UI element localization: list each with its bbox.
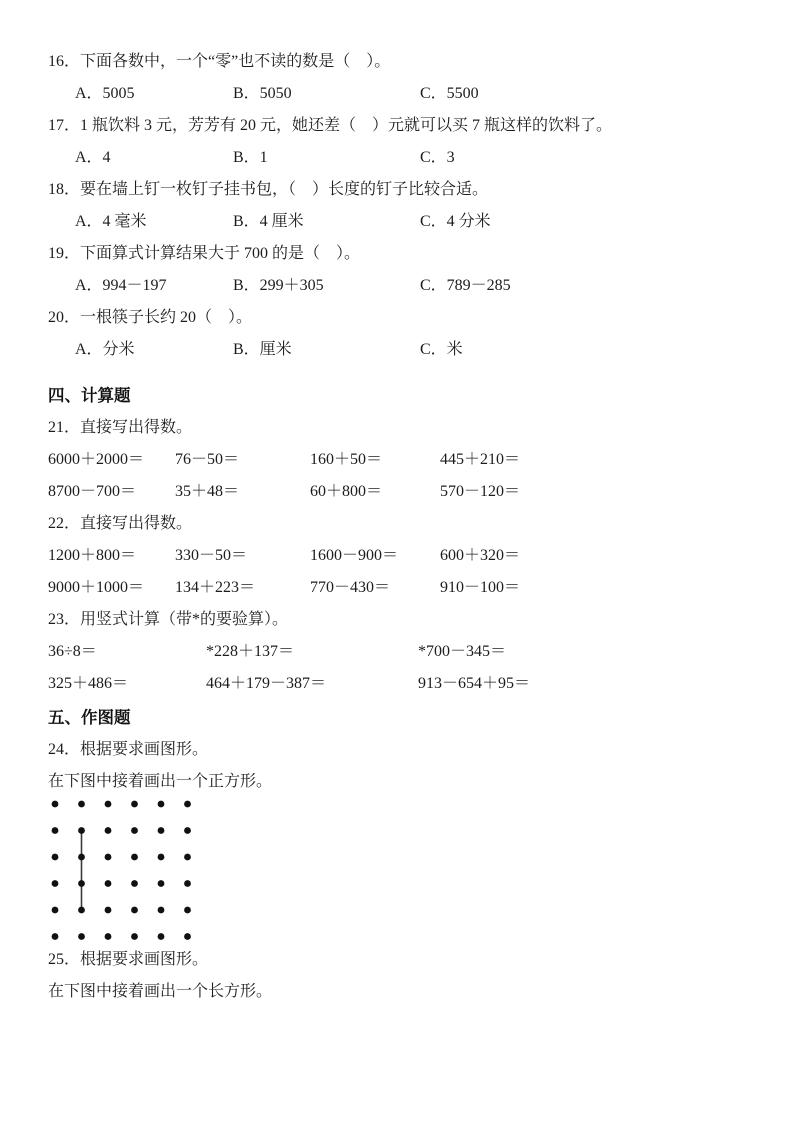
option-a: A．5005 xyxy=(75,85,135,102)
question-21-row-1 xyxy=(48,444,745,476)
calc-expression: 6000＋2000＝ xyxy=(48,451,145,468)
dot-grid-area xyxy=(48,798,745,944)
question-24: 24．根据要求画图形。 xyxy=(48,741,209,758)
calc-expression: 445＋210＝ xyxy=(440,451,521,468)
question-20: 20．一根筷子长约 20（ ）。 xyxy=(48,309,253,326)
option-c: C．4 分米 xyxy=(420,213,491,230)
calc-expression: 76－50＝ xyxy=(175,451,240,468)
section-heading-drawing: 五、作图题 xyxy=(48,709,131,727)
dot-grid xyxy=(48,798,223,944)
question-18: 18．要在墙上钉一枚钉子挂书包，（ ）长度的钉子比较合适。 xyxy=(48,181,489,198)
calc-expression: 1200＋800＝ xyxy=(48,547,137,564)
question-22-row-1 xyxy=(48,540,745,572)
calc-expression: *700－345＝ xyxy=(418,643,507,660)
question-21: 21．直接写出得数。 xyxy=(48,419,193,436)
calc-expression: 8700－700＝ xyxy=(48,483,137,500)
option-b: B．1 xyxy=(233,149,268,166)
option-c: C．米 xyxy=(420,341,463,358)
option-c: C．5500 xyxy=(420,85,479,102)
calc-expression: 325＋486＝ xyxy=(48,675,129,692)
option-b: B．厘米 xyxy=(233,341,292,358)
option-a: A．分米 xyxy=(75,341,135,358)
question-23-row-2 xyxy=(48,668,745,700)
option-a: A．4 xyxy=(75,149,111,166)
question-22-row-2 xyxy=(48,572,745,604)
calc-expression: 134＋223＝ xyxy=(175,579,256,596)
section-heading-calculation: 四、计算题 xyxy=(48,387,131,405)
option-b: B．5050 xyxy=(233,85,292,102)
question-19: 19．下面算式计算结果大于 700 的是（ ）。 xyxy=(48,245,361,262)
question-25-instruction: 在下图中接着画出一个长方形。 xyxy=(48,983,273,1000)
question-21-row-2 xyxy=(48,476,745,508)
calc-expression: 770－430＝ xyxy=(310,579,391,596)
calc-expression: 913－654＋95＝ xyxy=(418,675,531,692)
question-23-row-1 xyxy=(48,636,745,668)
question-24-instruction: 在下图中接着画出一个正方形。 xyxy=(48,773,273,790)
calc-expression: 330－50＝ xyxy=(175,547,248,564)
question-16: 16．下面各数中，一个“零”也不读的数是（ ）。 xyxy=(48,53,391,70)
calc-expression: 910－100＝ xyxy=(440,579,521,596)
question-16-options xyxy=(48,78,745,110)
option-b: B．4 厘米 xyxy=(233,213,304,230)
question-17-options xyxy=(48,142,745,174)
question-23: 23．用竖式计算（带*的要验算）。 xyxy=(48,611,289,628)
option-b: B．299＋305 xyxy=(233,277,324,294)
question-25: 25．根据要求画图形。 xyxy=(48,951,209,968)
question-19-options xyxy=(48,270,745,302)
calc-expression: 570－120＝ xyxy=(440,483,521,500)
calc-expression: 60＋800＝ xyxy=(310,483,383,500)
calc-expression: 160＋50＝ xyxy=(310,451,383,468)
option-a: A．4 毫米 xyxy=(75,213,147,230)
question-17: 17．1 瓶饮料 3 元，芳芳有 20 元，她还差（ ）元就可以买 7 瓶这样的饮料了。 xyxy=(48,117,613,134)
calc-expression: 35＋48＝ xyxy=(175,483,240,500)
question-20-options xyxy=(48,334,745,366)
question-18-options xyxy=(48,206,745,238)
question-22: 22．直接写出得数。 xyxy=(48,515,193,532)
calc-expression: 36÷8＝ xyxy=(48,643,97,660)
calc-expression: 464＋179－387＝ xyxy=(206,675,327,692)
calc-expression: 9000＋1000＝ xyxy=(48,579,145,596)
calc-expression: *228＋137＝ xyxy=(206,643,295,660)
option-c: C．3 xyxy=(420,149,455,166)
calc-expression: 1600－900＝ xyxy=(310,547,399,564)
calc-expression: 600＋320＝ xyxy=(440,547,521,564)
option-a: A．994－197 xyxy=(75,277,167,294)
option-c: C．789－285 xyxy=(420,277,511,294)
